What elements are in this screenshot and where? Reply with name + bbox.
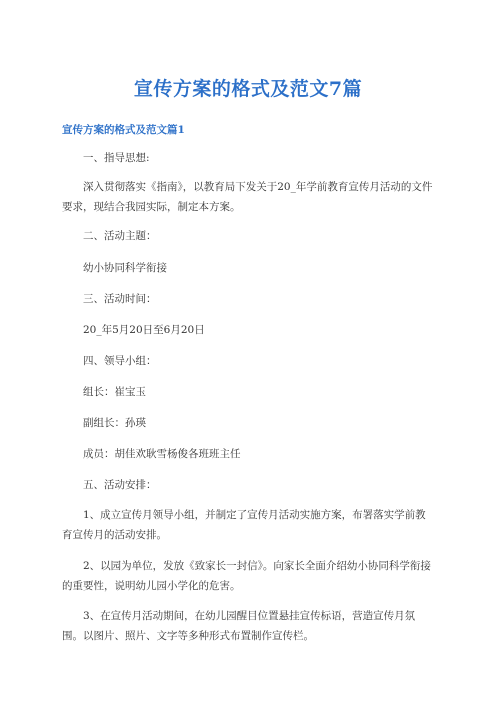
paragraph-deputy-leader: 副组长：孙瑛 bbox=[83, 417, 146, 429]
paragraph-arrangement-2: 2、以园为单位，发放《致家长一封信》。向家长全面介绍幼小协同科学衔接的重要性，说明幼儿园小学化的危害。 bbox=[62, 560, 431, 592]
paragraph-theme-body: 幼小协同科学衔接 bbox=[83, 262, 167, 274]
paragraph-guiding-ideology-body: 深入贯彻落实《指南》，以教育局下发关于20_年学前教育宣传月活动的文件要求，现结合我园实际，制定本方案。 bbox=[62, 181, 433, 213]
paragraph-members: 成员：胡佳欢耿雪杨俊各班班主任 bbox=[83, 448, 241, 460]
paragraph-time-heading: 三、活动时间： bbox=[83, 293, 157, 305]
paragraph-guiding-ideology-heading: 一、指导思想: bbox=[83, 152, 150, 164]
paragraph-leader: 组长：崔宝玉 bbox=[83, 386, 146, 398]
paragraph-arrangement-3: 3、在宣传月活动期间，在幼儿园醒目位置悬挂宣传标语，营造宣传月氛围。以图片、照片、文字等多种形式布置制作宣传栏。 bbox=[62, 610, 416, 642]
paragraph-time-body: 20_年5月20日至6月20日 bbox=[83, 324, 205, 336]
paragraph-arrangement-heading: 五、活动安排： bbox=[83, 479, 157, 491]
document-title: 宣传方案的格式及范文7篇 bbox=[133, 78, 363, 100]
section-heading: 宣传方案的格式及范文篇1 bbox=[62, 124, 185, 136]
paragraph-leadership-heading: 四、领导小组： bbox=[83, 355, 157, 367]
paragraph-arrangement-1: 1、成立宣传月领导小组，并制定了宣传月活动实施方案，布署落实学前教育宣传月的活动安排。 bbox=[62, 509, 426, 541]
paragraph-theme-heading: 二、活动主题： bbox=[83, 230, 157, 242]
